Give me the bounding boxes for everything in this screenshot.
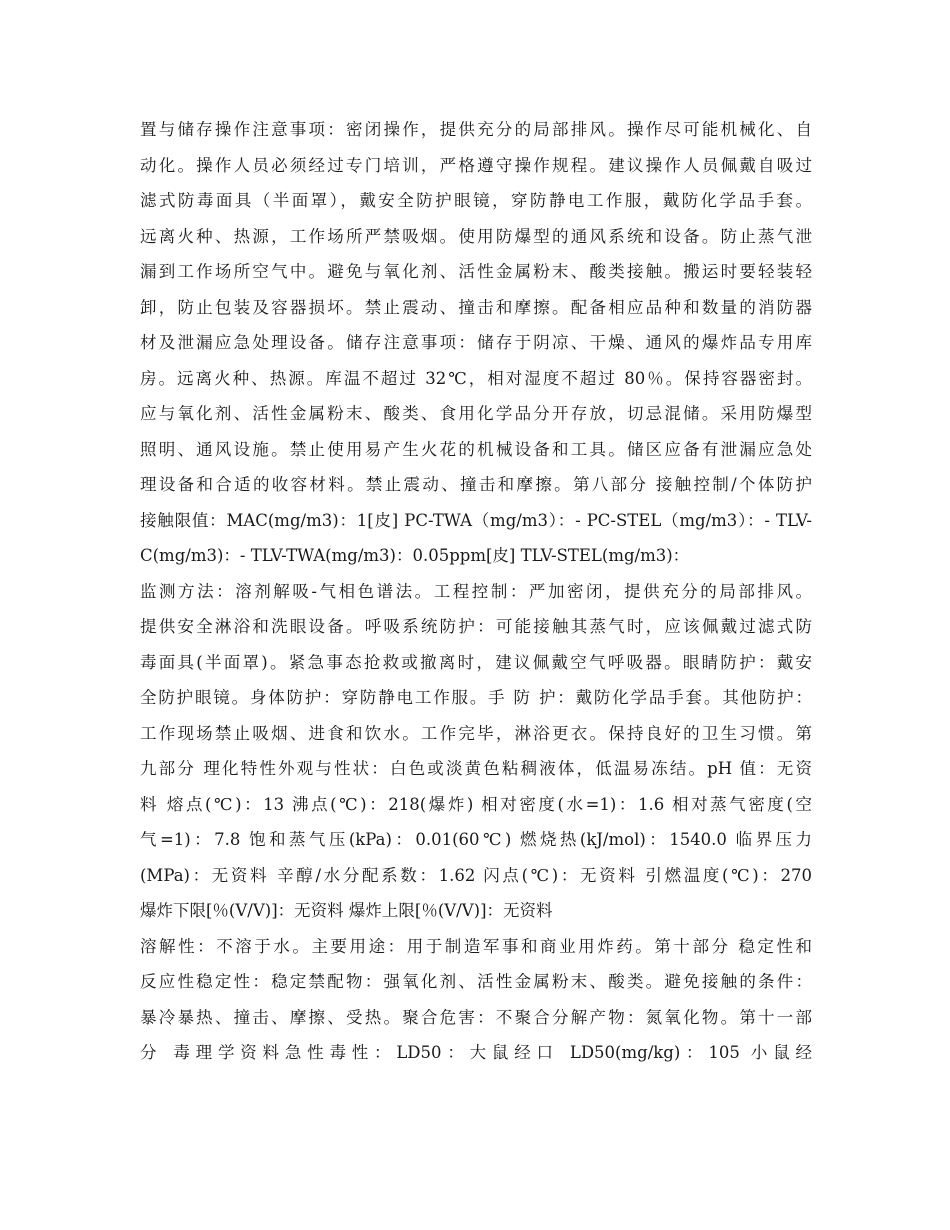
- text-line: 滤式防毒面具（半面罩），戴安全防护眼镜，穿防静电工作服，戴防化学品手套。: [140, 191, 812, 210]
- text-line: (MPa)：无资料 辛醇/水分配系数：1.62 闪点(℃)：无资料 引燃温度(℃)：270: [140, 865, 812, 885]
- text-line: 反应性稳定性：稳定禁配物：强氧化剂、活性金属粉末、酸类。避免接触的条件：: [140, 972, 812, 991]
- text-line: 材及泄漏应急处理设备。储存注意事项：储存于阴凉、干燥、通风的爆炸品专用库: [140, 333, 812, 352]
- text-line: 提供安全淋浴和洗眼设备。呼吸系统防护：可能接触其蒸气时，应该佩戴过滤式防: [140, 617, 812, 636]
- text-line: 置与储存操作注意事项：密闭操作，提供充分的局部排风。操作尽可能机械化、自: [140, 120, 812, 139]
- text-line: 溶解性：不溶于水。主要用途：用于制造军事和商业用炸药。第十部分 稳定性和: [140, 936, 812, 956]
- document-body: [140, 112, 812, 1071]
- text-line: 理设备和合适的收容材料。禁止震动、撞击和摩擦。第八部分 接触控制/个体防护: [140, 475, 812, 494]
- text-line: 毒面具(半面罩)。紧急事态抢救或撤离时，建议佩戴空气呼吸器。眼睛防护：戴安: [140, 652, 812, 672]
- text-line: 分 毒理学资料急性毒性：LD50：大鼠经口 LD50(mg/kg)：105 小鼠经: [140, 1043, 812, 1062]
- text-line: C(mg/m3)：- TLV-TWA(mg/m3)：0.05ppm[皮] TLV-STEL(mg/m3)：: [140, 546, 690, 565]
- text-line: 房。远离火种、热源。库温不超过 32℃，相对湿度不超过 80％。保持容器密封。: [140, 368, 812, 388]
- text-line: 漏到工作场所空气中。避免与氧化剂、活性金属粉末、酸类接触。搬运时要轻装轻: [140, 262, 812, 281]
- text-line: 应与氧化剂、活性金属粉末、酸类、食用化学品分开存放，切忌混储。采用防爆型: [140, 404, 812, 423]
- text-line: 爆炸下限[％(V/V)]：无资料 爆炸上限[％(V/V)]：无资料: [140, 901, 553, 920]
- text-line: 照明、通风设施。禁止使用易产生火花的机械设备和工具。储区应备有泄漏应急处: [140, 439, 812, 459]
- text-line: 监测方法：溶剂解吸-气相色谱法。工程控制：严加密闭，提供充分的局部排风。: [140, 581, 812, 601]
- text-line: 远离火种、热源，工作场所严禁吸烟。使用防爆型的通风系统和设备。防止蒸气泄: [140, 226, 812, 246]
- text-line: 动化。操作人员必须经过专门培训，严格遵守操作规程。建议操作人员佩戴自吸过: [140, 155, 812, 175]
- text-line: 九部分 理化特性外观与性状：白色或淡黄色粘稠液体，低温易冻结。pH 值：无资: [140, 759, 812, 778]
- text-line: 接触限值：MAC(mg/m3)：1[皮] PC-TWA（mg/m3）：- PC-STEL（mg/m3）：- TLV-: [140, 510, 812, 530]
- text-line: 工作现场禁止吸烟、进食和饮水。工作完毕，淋浴更衣。保持良好的卫生习惯。第: [140, 723, 812, 743]
- text-line: 全防护眼镜。身体防护：穿防静电工作服。手 防 护：戴防化学品手套。其他防护：: [140, 688, 812, 707]
- text-line: 料 熔点(℃)：13 沸点(℃)：218(爆炸) 相对密度(水=1)：1.6 相对蒸气密度(空: [140, 794, 812, 814]
- text-line: 暴冷暴热、撞击、摩擦、受热。聚合危害：不聚合分解产物：氮氧化物。第十一部: [140, 1007, 812, 1027]
- text-line: 卸，防止包装及容器损坏。禁止震动、撞击和摩擦。配备相应品种和数量的消防器: [140, 297, 812, 317]
- text-line: 气=1)：7.8 饱和蒸气压(kPa)：0.01(60℃) 燃烧热(kJ/mol)：1540.0 临界压力: [140, 830, 812, 849]
